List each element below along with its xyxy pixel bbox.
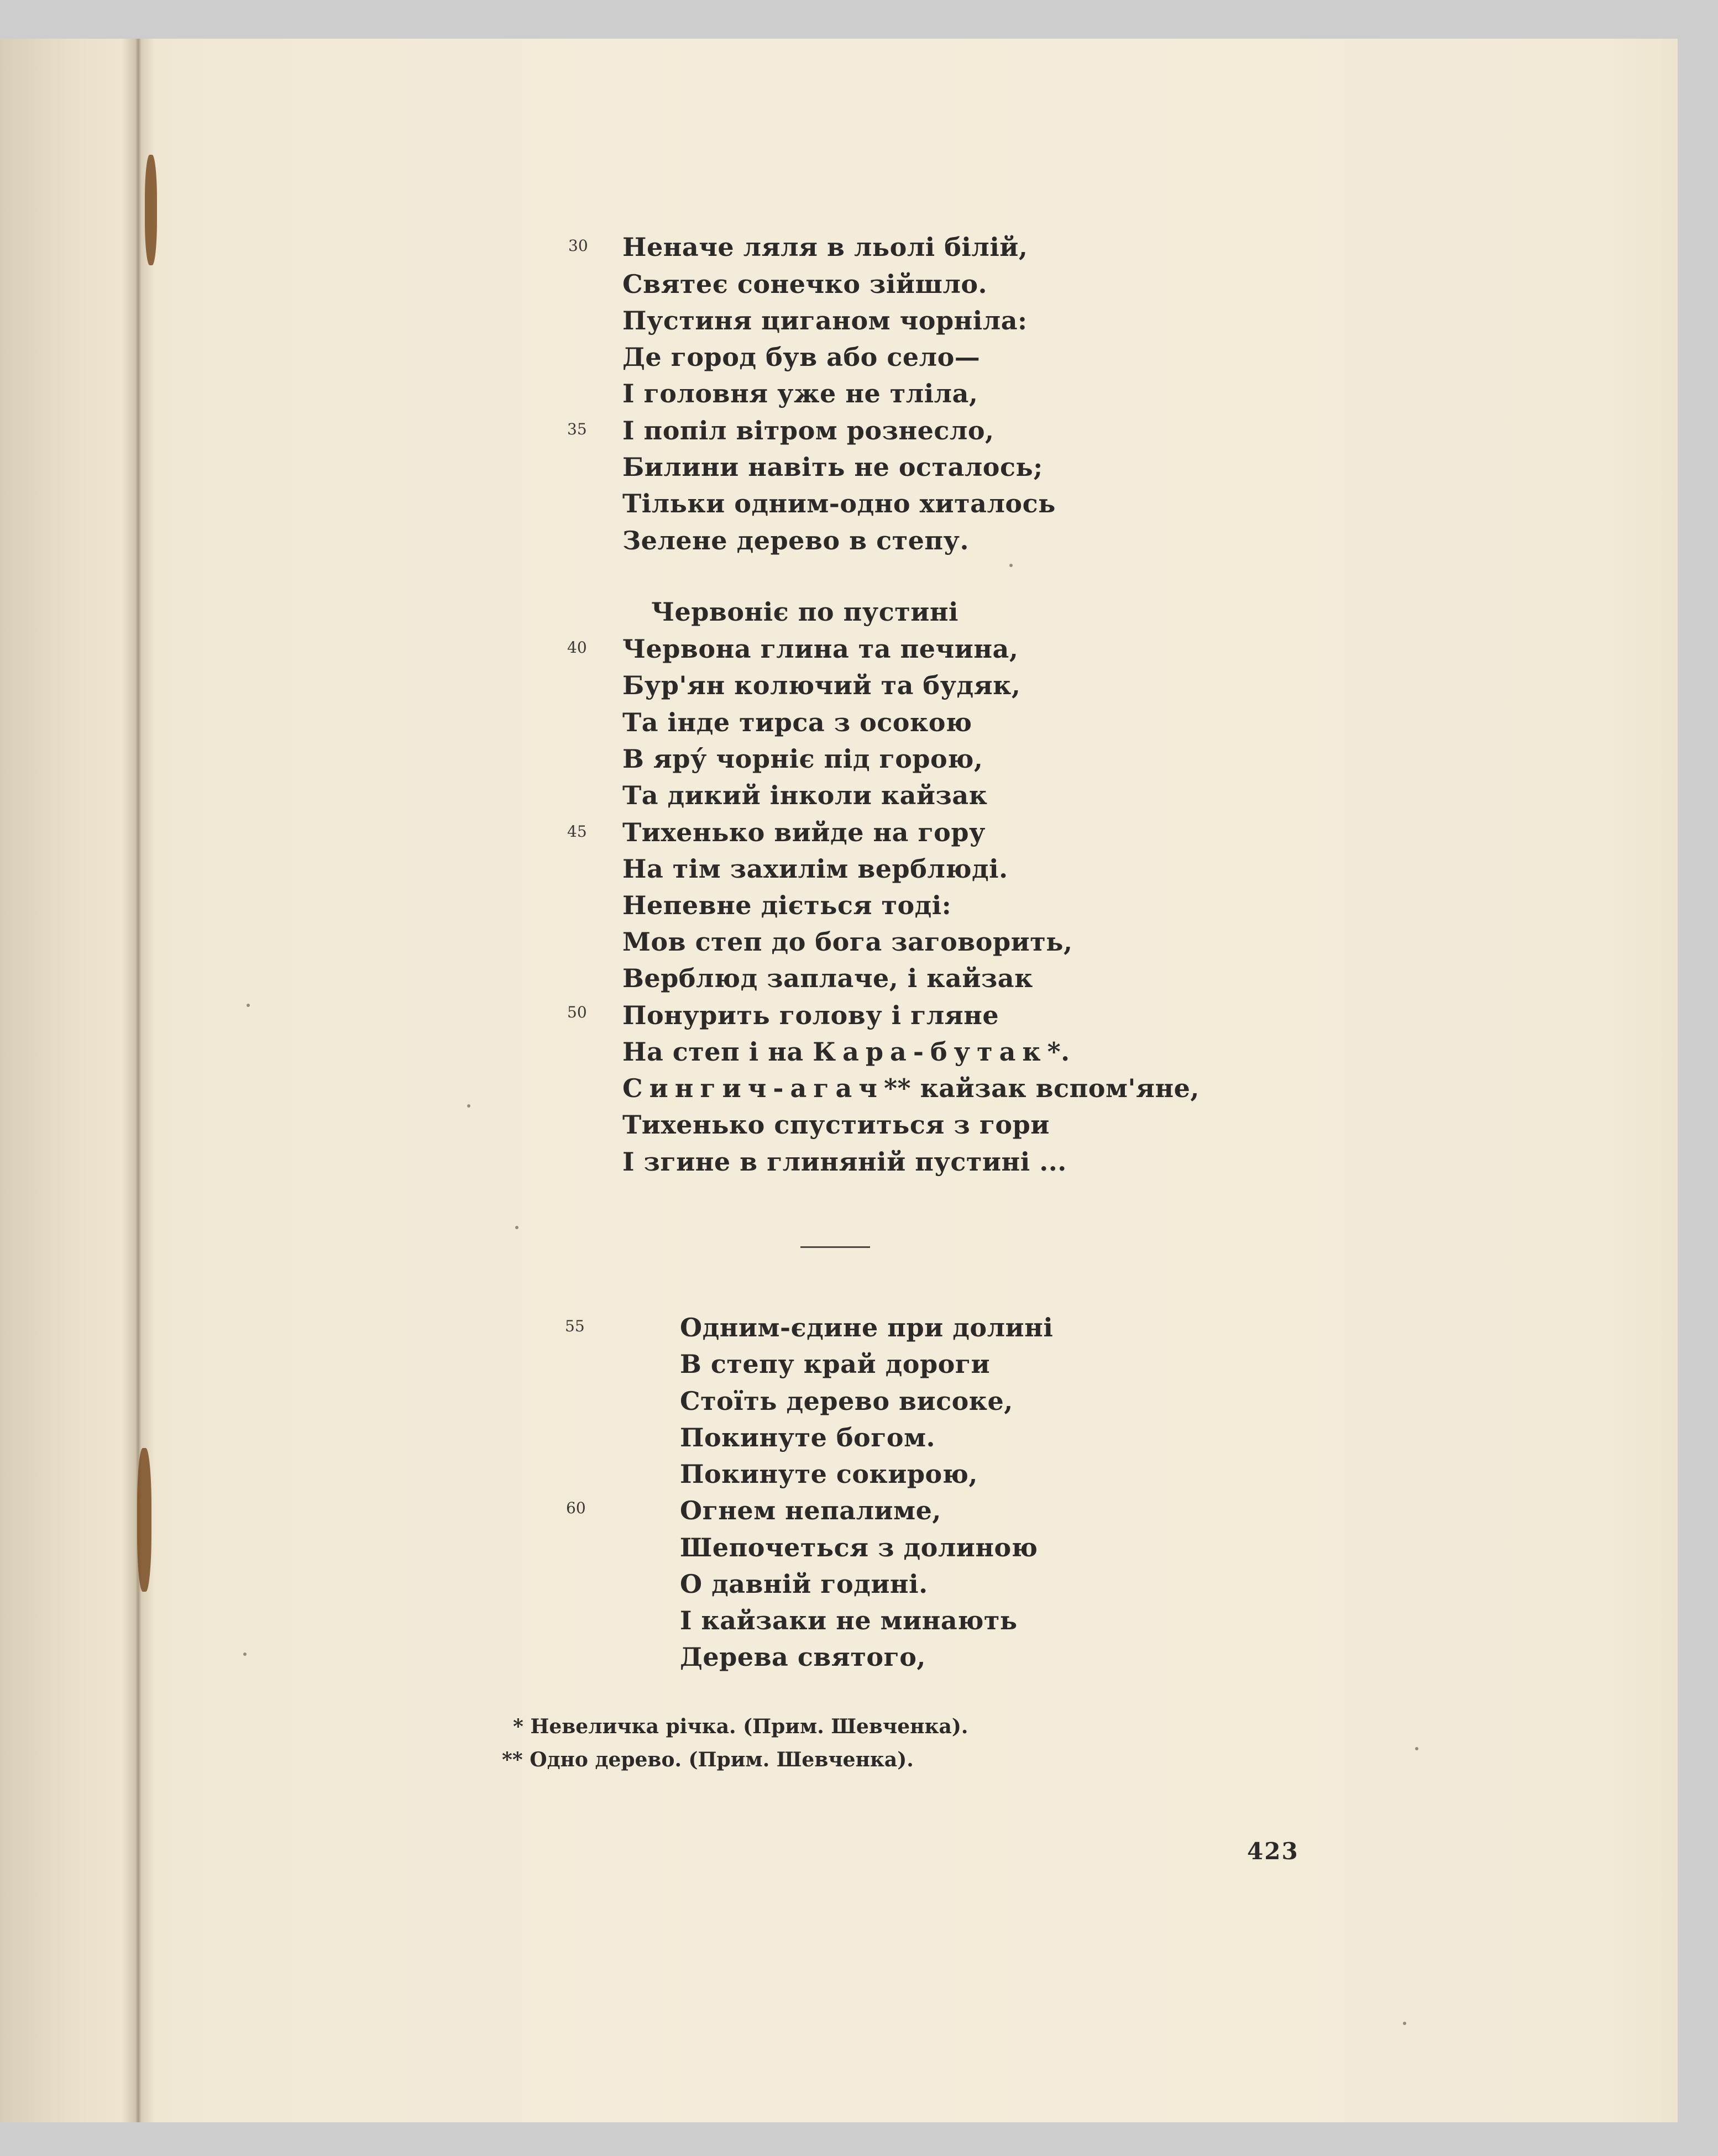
poem-line: Та інде тирса з осокою bbox=[622, 707, 972, 737]
poem-line-syngych-agach bbox=[622, 1073, 1200, 1103]
line-number: 30 bbox=[568, 237, 588, 255]
place-name: Сингич-агач bbox=[622, 1073, 884, 1103]
page-gutter bbox=[122, 39, 155, 2122]
binding-stain bbox=[137, 1448, 151, 1592]
poem-line: Бур'ян колючий та будяк, bbox=[622, 670, 1021, 700]
poem-line: Стоїть дерево високе, bbox=[680, 1386, 1013, 1416]
binding-stain bbox=[145, 155, 157, 265]
poem-line: В яру́ чорніє під горою, bbox=[622, 744, 983, 774]
line-number: 40 bbox=[567, 638, 587, 657]
poem-line: Неначе ляля в льолі білій, bbox=[622, 232, 1028, 262]
poem-line: Верблюд заплаче, і кайзак bbox=[622, 963, 1033, 993]
place-name: Кара-бутак bbox=[813, 1037, 1047, 1067]
poem-line: О давній годині. bbox=[680, 1569, 928, 1599]
footnote-mark: ** bbox=[883, 1073, 912, 1103]
footnote-text: Невеличка річка. (Прим. Шевченка). bbox=[530, 1715, 968, 1738]
paper-speck bbox=[247, 1004, 250, 1007]
poem-line: Покинуте сокирою, bbox=[680, 1459, 978, 1489]
poem-line: Тихенько спуститься з гори bbox=[622, 1110, 1050, 1140]
poem-line: Червоніє по пустині bbox=[651, 597, 958, 627]
paper-speck bbox=[515, 1226, 518, 1229]
poem-line: Одним-єдине при долині bbox=[680, 1313, 1054, 1342]
footnote-mark: ** bbox=[502, 1748, 523, 1771]
poem-line: Червона глина та печина, bbox=[622, 634, 1019, 664]
footnote bbox=[513, 1715, 968, 1738]
poem-line: Та дикий інколи кайзак bbox=[622, 780, 988, 810]
section-divider bbox=[800, 1246, 870, 1248]
poem-line: Тільки одним-одно хиталось bbox=[622, 489, 1056, 518]
paper-speck bbox=[467, 1104, 470, 1108]
poem-line: На тім захилім верблюді. bbox=[622, 854, 1008, 884]
line-number: 35 bbox=[567, 420, 587, 438]
paper-speck bbox=[1403, 2022, 1406, 2025]
poem-line: Огнем непалиме, bbox=[680, 1496, 941, 1525]
page-number: 423 bbox=[1247, 1838, 1299, 1865]
poem-line: І згине в глиняній пустині ... bbox=[622, 1147, 1067, 1177]
poem-line: Понурить голову і гляне bbox=[622, 1000, 999, 1030]
poem-text: кайзак вспом'яне, bbox=[911, 1073, 1200, 1103]
footnote-mark: * bbox=[513, 1715, 523, 1738]
poem-line: І кайзаки не минають bbox=[680, 1606, 1018, 1635]
poem-line: Зелене дерево в степу. bbox=[622, 526, 969, 555]
poem-line: Покинуте богом. bbox=[680, 1423, 936, 1452]
poem-line: І головня уже не тліла, bbox=[622, 379, 978, 408]
poem-line-kara-butak bbox=[622, 1037, 1070, 1067]
line-number: 50 bbox=[567, 1003, 587, 1021]
poem-line: І попіл вітром рознесло, bbox=[622, 416, 994, 445]
poem-line: Мов степ до бога заговорить, bbox=[622, 927, 1073, 957]
line-number: 45 bbox=[567, 822, 587, 841]
footnote bbox=[502, 1748, 914, 1771]
paper-speck bbox=[1415, 1747, 1418, 1750]
poem-line: Де город був або село— bbox=[622, 342, 981, 372]
poem-line: Святеє сонечко зійшло. bbox=[622, 269, 988, 299]
poem-line: Пустиня циганом чорніла: bbox=[622, 306, 1028, 335]
poem-line: Шепочеться з долиною bbox=[680, 1533, 1038, 1562]
poem-line: В степу край дороги bbox=[680, 1349, 991, 1379]
poem-line: Тихенько вийде на гору bbox=[622, 817, 986, 847]
footnote-mark: *. bbox=[1047, 1037, 1070, 1067]
line-number: 55 bbox=[565, 1317, 585, 1335]
poem-text: На степ і на bbox=[622, 1037, 813, 1067]
footnote-text: Одно дерево. (Прим. Шевченка). bbox=[530, 1748, 914, 1771]
paper-speck bbox=[1009, 564, 1013, 567]
book-page bbox=[0, 39, 1678, 2122]
poem-line: Билини навіть не осталось; bbox=[622, 452, 1043, 482]
poem-line: Непевне діється тоді: bbox=[622, 890, 952, 920]
poem-line: Дерева святого, bbox=[680, 1642, 926, 1672]
paper-speck bbox=[243, 1653, 247, 1656]
line-number: 60 bbox=[566, 1499, 586, 1517]
